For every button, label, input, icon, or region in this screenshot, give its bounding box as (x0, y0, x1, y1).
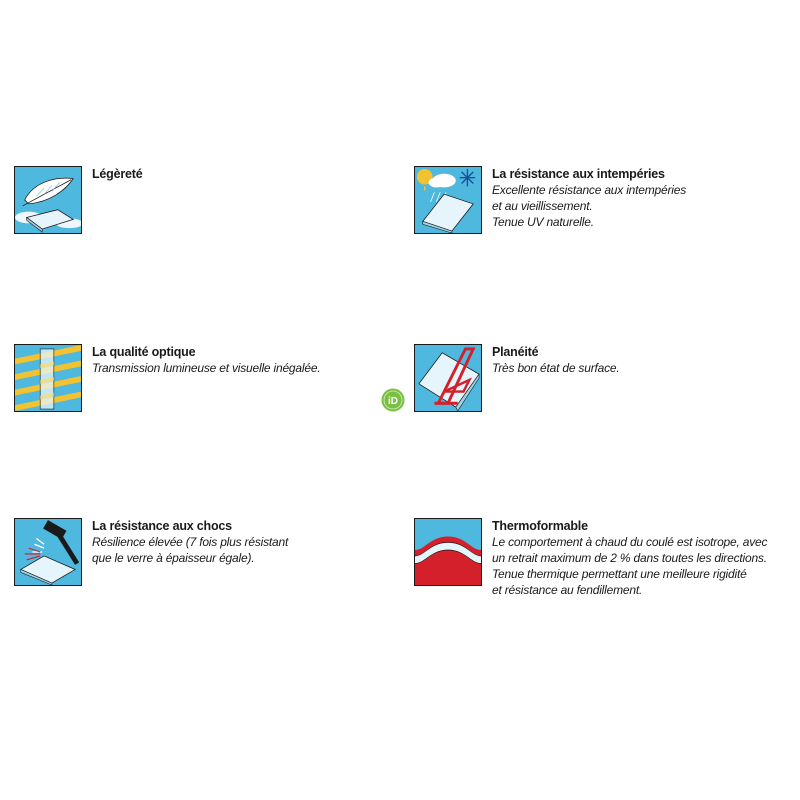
green-circle-logo-icon (380, 387, 406, 413)
feature-title: Planéité (492, 345, 539, 359)
feature-description-line: et au vieillissement. (492, 199, 593, 213)
feature-description-line: un retrait maximum de 2 % dans toutes les directions. (492, 551, 767, 565)
feature-title: Légèreté (92, 167, 143, 181)
feature-resistance-intemperies (414, 166, 686, 234)
feature-description-line: et résistance au fendillement. (492, 583, 643, 597)
feature-description-line: Excellente résistance aux intempéries (492, 183, 687, 197)
feature-planeite (414, 344, 620, 412)
feature-description-line: Le comportement à chaud du coulé est isotrope, avec (492, 535, 768, 549)
set-square-on-sheet-icon (414, 344, 482, 412)
feature-legerete (14, 166, 143, 234)
feature-description-line: Tenue UV naturelle. (492, 215, 594, 229)
feature-resistance-chocs (14, 518, 288, 586)
feature-description-line: Tenue thermique permettant une meilleure rigidité (492, 567, 747, 581)
feature-qualite-optique (14, 344, 320, 412)
thermoformed-sheet-icon (414, 518, 482, 586)
feature-description-line: que le verre à épaisseur égale). (92, 551, 255, 565)
feature-thermoformable (414, 518, 767, 598)
feature-title: La résistance aux intempéries (492, 167, 665, 181)
feature-description-line: Transmission lumineuse et visuelle inégalée. (92, 361, 321, 375)
svg-text:iD: iD (388, 396, 398, 407)
feature-title: La qualité optique (92, 345, 196, 359)
feather-on-sheet-icon (14, 166, 82, 234)
light-beams-through-sheet-icon (14, 344, 82, 412)
hammer-impact-icon (14, 518, 82, 586)
feature-description-line: Résilience élevée (7 fois plus résistant (92, 535, 289, 549)
feature-title: La résistance aux chocs (92, 519, 232, 533)
feature-title: Thermoformable (492, 519, 588, 533)
sun-snow-weather-icon (414, 166, 482, 234)
feature-description-line: Très bon état de surface. (492, 361, 620, 375)
